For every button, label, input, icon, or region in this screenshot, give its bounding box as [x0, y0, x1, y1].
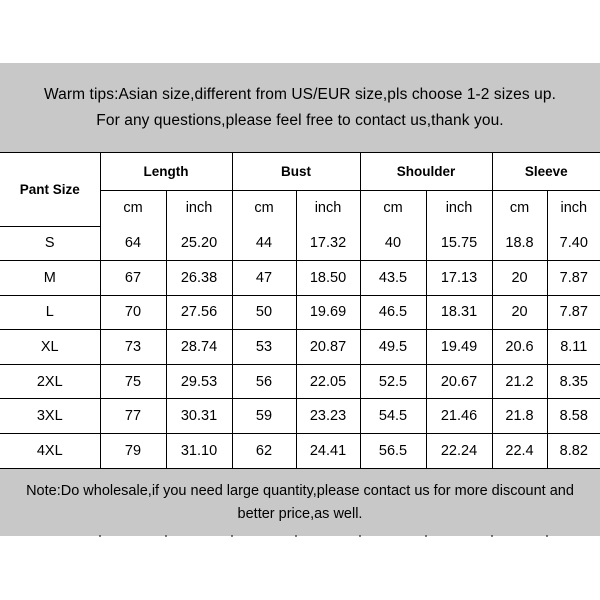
- wholesale-note-line-1: Note:Do wholesale,if you need large quantity,please contact us for more discount and: [26, 482, 574, 499]
- unit-inch: inch: [296, 190, 360, 226]
- measurement-cell: 73: [100, 330, 166, 365]
- measurement-cell: 75: [100, 364, 166, 399]
- measurement-cell: 27.56: [166, 295, 232, 330]
- group-header-row: [0, 153, 600, 190]
- measurement-cell: 20.87: [296, 330, 360, 365]
- measurement-cell: 40: [360, 226, 426, 261]
- pant-size-header: Pant Size: [0, 153, 100, 226]
- measurement-cell: 44: [232, 226, 296, 261]
- measurement-cell: 54.5: [360, 399, 426, 434]
- measurement-cell: 23.23: [296, 399, 360, 434]
- length-header: Length: [100, 153, 232, 190]
- measurement-cell: 18.50: [296, 261, 360, 296]
- measurement-cell: 19.49: [426, 330, 492, 365]
- unit-cm: cm: [232, 190, 296, 226]
- table-row: [0, 433, 600, 468]
- unit-inch: inch: [426, 190, 492, 226]
- shoulder-header: Shoulder: [360, 153, 492, 190]
- measurement-cell: 26.38: [166, 261, 232, 296]
- size-chart-table: [0, 153, 600, 468]
- measurement-cell: 70: [100, 295, 166, 330]
- size-cell: 2XL: [0, 364, 100, 399]
- unit-inch: inch: [166, 190, 232, 226]
- measurement-cell: 17.13: [426, 261, 492, 296]
- measurement-cell: 21.8: [492, 399, 547, 434]
- measurement-cell: 47: [232, 261, 296, 296]
- measurement-cell: 7.40: [547, 226, 600, 261]
- warm-tips-line-2: For any questions,please feel free to contact us,thank you.: [96, 111, 504, 129]
- table-row: [0, 295, 600, 330]
- measurement-cell: 8.35: [547, 364, 600, 399]
- measurement-cell: 49.5: [360, 330, 426, 365]
- measurement-cell: 20: [492, 261, 547, 296]
- measurement-cell: 53: [232, 330, 296, 365]
- measurement-cell: 21.2: [492, 364, 547, 399]
- measurement-cell: 28.74: [166, 330, 232, 365]
- size-cell: 4XL: [0, 433, 100, 468]
- measurement-cell: 30.31: [166, 399, 232, 434]
- warm-tips-banner: [0, 63, 600, 153]
- warm-tips-line-1: Warm tips:Asian size,different from US/EUR size,pls choose 1-2 sizes up.: [44, 85, 556, 103]
- measurement-cell: 20.6: [492, 330, 547, 365]
- measurement-cell: 22.4: [492, 433, 547, 468]
- measurement-cell: 52.5: [360, 364, 426, 399]
- size-cell: 3XL: [0, 399, 100, 434]
- table-row: [0, 226, 600, 261]
- wholesale-note-banner: [0, 468, 600, 536]
- table-row: [0, 261, 600, 296]
- sleeve-header: Sleeve: [492, 153, 600, 190]
- measurement-cell: 20.67: [426, 364, 492, 399]
- measurement-cell: 64: [100, 226, 166, 261]
- measurement-cell: 25.20: [166, 226, 232, 261]
- measurement-cell: 22.05: [296, 364, 360, 399]
- measurement-cell: 18.8: [492, 226, 547, 261]
- unit-cm: cm: [492, 190, 547, 226]
- size-cell: S: [0, 226, 100, 261]
- unit-cm: cm: [360, 190, 426, 226]
- measurement-cell: 59: [232, 399, 296, 434]
- measurement-cell: 17.32: [296, 226, 360, 261]
- measurement-cell: 24.41: [296, 433, 360, 468]
- table-row: [0, 330, 600, 365]
- footer-divider-ticks: [0, 535, 600, 537]
- measurement-cell: 19.69: [296, 295, 360, 330]
- measurement-cell: 8.11: [547, 330, 600, 365]
- measurement-cell: 18.31: [426, 295, 492, 330]
- measurement-cell: 46.5: [360, 295, 426, 330]
- measurement-cell: 7.87: [547, 261, 600, 296]
- measurement-cell: 21.46: [426, 399, 492, 434]
- measurement-cell: 20: [492, 295, 547, 330]
- measurement-cell: 62: [232, 433, 296, 468]
- measurement-cell: 67: [100, 261, 166, 296]
- size-cell: XL: [0, 330, 100, 365]
- table-row: [0, 399, 600, 434]
- size-rows: [0, 226, 600, 468]
- measurement-cell: 29.53: [166, 364, 232, 399]
- measurement-cell: 8.82: [547, 433, 600, 468]
- measurement-cell: 7.87: [547, 295, 600, 330]
- measurement-cell: 50: [232, 295, 296, 330]
- unit-inch: inch: [547, 190, 600, 226]
- unit-cm: cm: [100, 190, 166, 226]
- size-cell: M: [0, 261, 100, 296]
- size-cell: L: [0, 295, 100, 330]
- measurement-cell: 56.5: [360, 433, 426, 468]
- measurement-cell: 31.10: [166, 433, 232, 468]
- measurement-cell: 43.5: [360, 261, 426, 296]
- measurement-cell: 22.24: [426, 433, 492, 468]
- measurement-cell: 56: [232, 364, 296, 399]
- measurement-cell: 77: [100, 399, 166, 434]
- measurement-cell: 15.75: [426, 226, 492, 261]
- wholesale-note-line-2: better price,as well.: [237, 505, 363, 522]
- measurement-cell: 79: [100, 433, 166, 468]
- table-row: [0, 364, 600, 399]
- bust-header: Bust: [232, 153, 360, 190]
- measurement-cell: 8.58: [547, 399, 600, 434]
